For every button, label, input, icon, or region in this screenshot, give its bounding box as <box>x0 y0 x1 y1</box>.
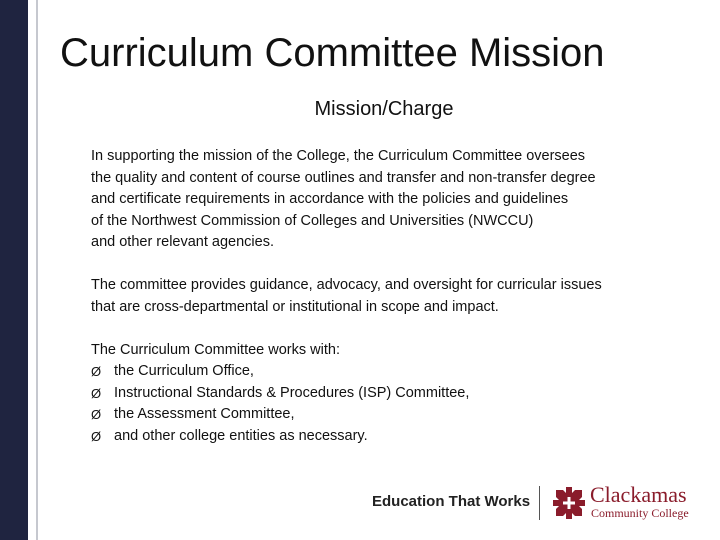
tagline: Education That Works <box>372 493 531 510</box>
logo-subtitle: Community College <box>591 506 689 520</box>
list-item <box>91 361 691 383</box>
oversight-line: that are cross-departmental or institutional in scope and impact. <box>91 298 499 315</box>
footer-divider <box>539 486 540 520</box>
partner-list <box>91 361 691 447</box>
arrow-bullet-icon: Ø <box>91 364 102 379</box>
list-item-text: and other college entities as necessary. <box>114 427 368 444</box>
oversight-line: The committee provides guidance, advocacy, and oversight for curricular issues <box>91 277 602 293</box>
logo-name: Clackamas <box>590 482 687 507</box>
works-with-section <box>91 340 691 448</box>
arrow-bullet-icon: Ø <box>91 428 102 444</box>
mission-line: of the Northwest Commission of Colleges and Universities (NWCCU) <box>91 212 534 229</box>
mission-line: the quality and content of course outlines and transfer and non-transfer degree <box>91 169 596 186</box>
arrow-bullet-icon: Ø <box>91 407 102 422</box>
arrow-bullet-icon: Ø <box>91 385 102 401</box>
clackamas-mark-icon <box>552 486 586 520</box>
oversight-paragraph <box>91 275 691 318</box>
list-item-text: the Assessment Committee, <box>114 406 295 422</box>
mission-line: and other relevant agencies. <box>91 234 274 250</box>
list-item-text: Instructional Standards & Procedures (ISP) Committee, <box>114 384 470 401</box>
slide-subtitle: Mission/Charge <box>314 98 454 120</box>
list-item-text: the Curriculum Office, <box>114 363 254 379</box>
slide-body <box>91 146 691 447</box>
left-accent-rule <box>36 0 38 540</box>
footer-branding <box>372 484 692 524</box>
list-intro: The Curriculum Committee works with: <box>91 341 340 358</box>
list-item <box>91 426 691 448</box>
mission-line: and certificate requirements in accordance with the policies and guidelines <box>91 191 569 207</box>
list-item <box>91 383 691 405</box>
list-item <box>91 404 691 426</box>
slide-title: Curriculum Committee Mission <box>60 31 605 75</box>
left-accent-bar <box>0 0 28 540</box>
mission-line: In supporting the mission of the College, the Curriculum Committee oversees <box>91 148 586 164</box>
mission-paragraph <box>91 146 691 254</box>
